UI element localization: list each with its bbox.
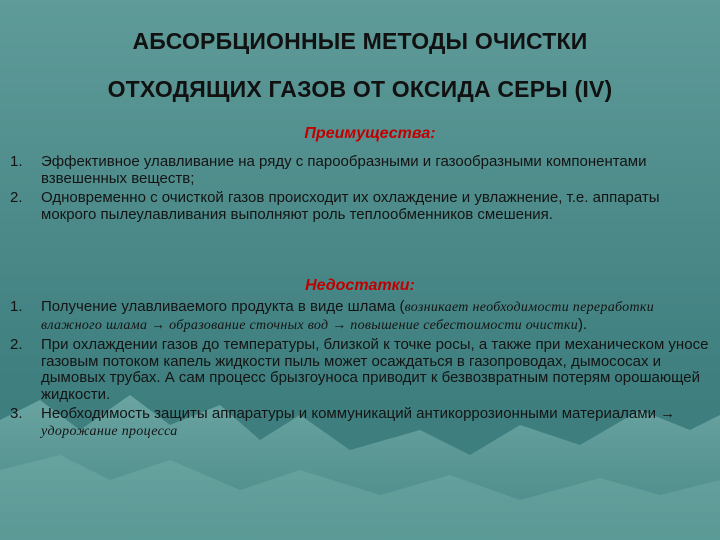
list-item (10, 406, 710, 440)
list-item (10, 299, 710, 334)
list-item (10, 190, 710, 223)
list-item-number: 3. (10, 405, 23, 422)
disadvantages-list (10, 299, 710, 440)
list-item-text: Необходимость защиты аппаратуры и коммуникаций антикоррозионными материалами → (41, 405, 676, 422)
list-item-text: Эффективное улавливание на ряду с парообразными и газообразными компонентами взвешенных веществ; (41, 153, 647, 187)
disadvantages-heading: Недостатки: (305, 277, 415, 294)
list-item-number: 2. (10, 189, 23, 206)
list-item-number: 1. (10, 153, 23, 170)
list-item-number: 1. (10, 298, 23, 315)
slide-title-line-1: АБСОРБЦИОННЫЕ МЕТОДЫ ОЧИСТКИ (132, 28, 588, 54)
list-item-text: При охлаждении газов до температуры, близкой к точке росы, а также при механическом уносе газовым потоком капель жидкости пыль может осаждаться в газопроводах, дымососах и дымовых трубах. А сам процесс брызгоуноса приводит к безвозвратным потерям орошающей жидкости. (41, 336, 709, 403)
slide-title-line-2: ОТХОДЯЩИХ ГАЗОВ ОТ ОКСИДА СЕРЫ (IV) (107, 76, 613, 102)
list-item (10, 154, 710, 187)
list-item-text: Одновременно с очисткой газов происходит их охлаждение и увлажнение, т.е. аппараты мокрого пылеулавливания выполняют роль теплообменников смешения. (41, 189, 660, 223)
list-item-text: Получение улавливаемого продукта в виде шлама ( (41, 298, 405, 315)
list-item-note: возникает необходимости переработки влажного шлама → образование сточных вод → повышение себестоимости очистки (41, 300, 655, 333)
list-item-closing: ). (578, 315, 588, 333)
advantages-list (10, 154, 710, 223)
list-item (10, 337, 710, 403)
list-item-note: удорожание процесса (41, 423, 178, 439)
advantages-heading: Преимущества: (304, 125, 436, 142)
list-item-number: 2. (10, 336, 23, 353)
